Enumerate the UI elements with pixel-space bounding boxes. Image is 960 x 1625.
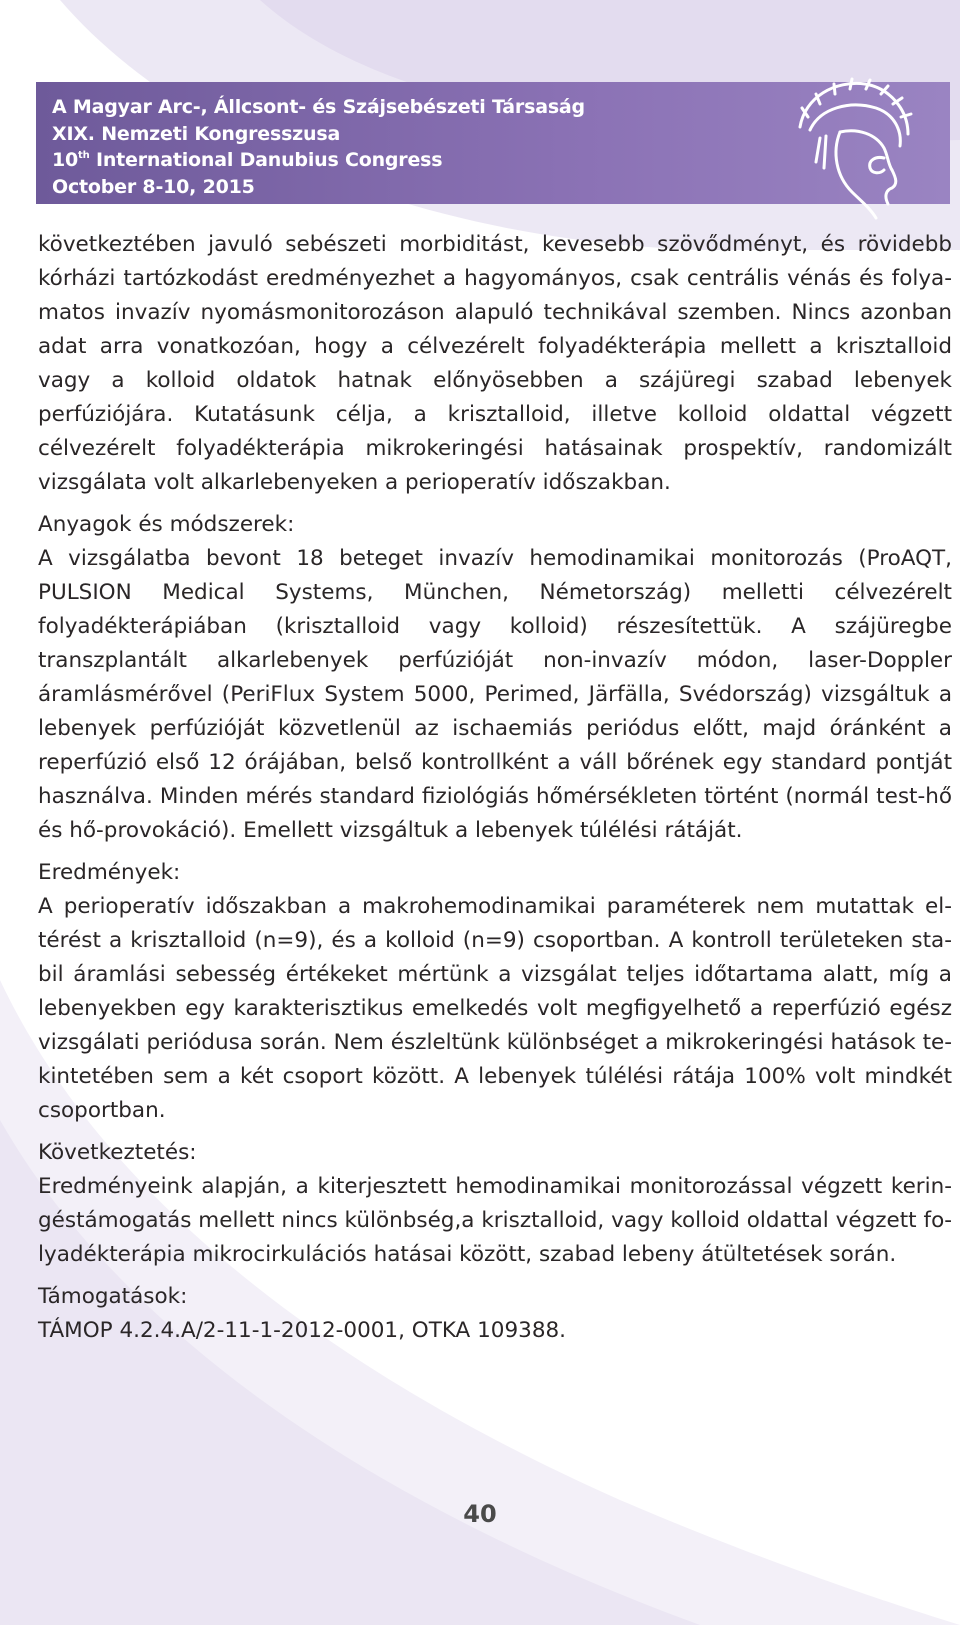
abstract-body — [38, 228, 952, 1348]
page-number: 40 — [463, 1500, 497, 1528]
banner-line-date: October 8-10, 2015 — [52, 175, 255, 198]
conclusion-paragraph: Eredményeink alapján, a kiterjesztett hemodinamikai monitorozással végzett keringéstámogatás mellett nincs különbség,a krisztalloid, vagy kolloid oldattal végzett folyadékterápia mikrocirkulációs hatásai között, szabad lebeny átültetések során. — [38, 1174, 952, 1267]
banner-ordinal-suffix: th — [78, 150, 90, 161]
funding-paragraph: TÁMOP 4.2.4.A/2-11-1-2012-0001, OTKA 109388. — [38, 1318, 567, 1343]
conclusion-heading: Következtetés: — [38, 1140, 197, 1165]
helmeted-head-logo-icon — [780, 72, 920, 222]
banner-line-congress: XIX. Nemzeti Kongresszusa — [52, 122, 341, 145]
banner-line-society: A Magyar Arc-, Állcsont- és Szájsebészeti Társaság — [52, 96, 585, 118]
banner-text — [52, 94, 585, 200]
methods-heading: Anyagok és módszerek: — [38, 512, 295, 537]
results-paragraph: A perioperatív időszakban a makrohemodinamikai paraméterek nem mutattak eltérést a krisztalloid (n=9), és a kolloid (n=9) csoportban. A kontroll területeken stabil áramlási sebesség értékeket mértünk a vizsgálat teljes időtartama alatt, míg a lebenyekben egy karakterisztikus emelkedés volt megfigyelhető a reperfúzió egész vizsgálati periódusa során. Nem észleltünk különbséget a mikrokeringési hatások tekintetében sem a két csoport között. A lebenyek túlélési rátája 100% volt mindkét csoportban. — [38, 894, 952, 1123]
funding-heading: Támogatások: — [38, 1284, 188, 1309]
results-heading: Eredmények: — [38, 860, 181, 885]
intro-paragraph: következtében javuló sebészeti morbiditást, kevesebb szövődményt, és rövidebb kórházi tartózkodást eredményezhet a hagyományos, csak centrális vénás és folyamatos invazív nyomásmonitorozáson alapuló technikával szemben. Nincs azonban adat arra vonatkozóan, hogy a célvezérelt folyadékterápia mellett a krisztalloid vagy a kolloid oldatok hatnak előnyösebben a szájüregi szabad lebenyek perfúziójára. Kutatásunk célja, a krisztalloid, illetve kolloid oldattal végzett célvezérelt folyadékterápia mikrokeringési hatásainak prospektív, randomizált vizsgálata volt alkarlebenyeken a perioperatív időszakban. — [38, 232, 952, 495]
methods-paragraph: A vizsgálatba bevont 18 beteget invazív hemodinamikai monitorozás (ProAQT, PULSION Medical Systems, München, Németország) melletti célvezérelt folyadékterápiában (krisztalloid vagy kolloid) részesítettük. A szájüregbe transzplantált alkarlebenyek perfúzióját non-invazív módon, laser-Doppler áramlásmérővel (PeriFlux System 5000, Perimed, Järfälla, Svédország) vizsgáltuk a lebenyek perfúzióját közvetlenül az ischaemiás periódus előtt, majd óránként a reperfúzió első 12 órájában, belső kontrollként a váll bőrének egy standard pontját használva. Minden mérés standard fiziológiás hőmérsékleten történt (normál test-hő és hő-provokáció). Emellett vizsgáltuk a lebenyek túlélési rátáját. — [38, 546, 952, 843]
banner-international-name: International Danubius Congress — [89, 149, 443, 171]
banner-line-international — [52, 147, 585, 174]
banner-ordinal-number: 10 — [52, 149, 79, 171]
